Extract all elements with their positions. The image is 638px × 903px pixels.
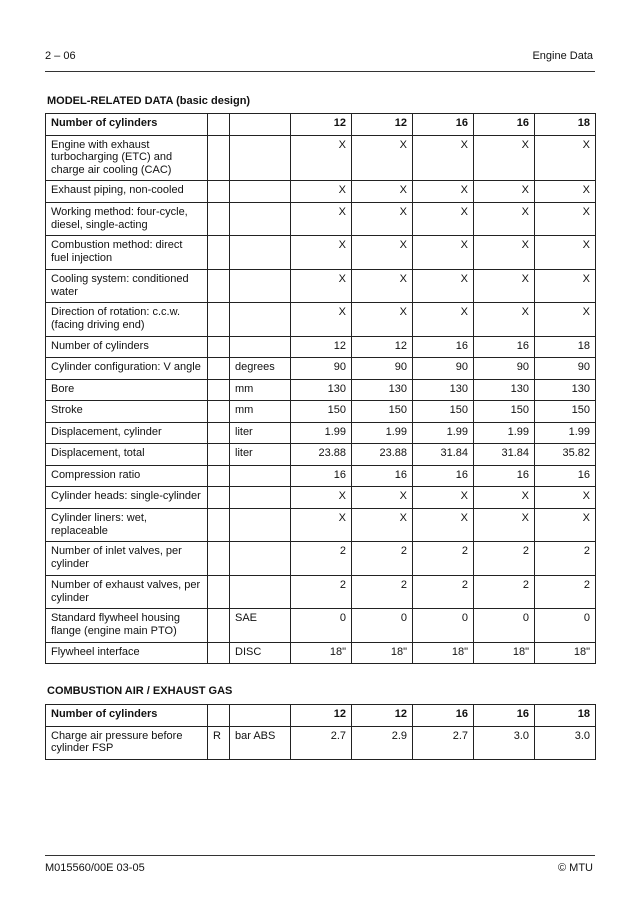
row-value: 16	[291, 465, 352, 487]
row-unit: DISC	[230, 642, 291, 664]
row-label: Displacement, cylinder	[46, 422, 208, 444]
row-ref	[208, 465, 230, 487]
row-ref	[208, 236, 230, 270]
row-value: X	[352, 487, 413, 509]
header-cell: 16	[413, 114, 474, 136]
row-ref	[208, 269, 230, 303]
row-ref	[208, 202, 230, 236]
row-ref	[208, 542, 230, 576]
page-number: 2 – 06	[45, 50, 76, 62]
row-label: Bore	[46, 379, 208, 401]
row-value: 0	[474, 609, 535, 643]
row-ref	[208, 508, 230, 542]
row-unit	[230, 542, 291, 576]
row-value: 1.99	[291, 422, 352, 444]
row-label: Engine with exhaust turbocharging (ETC) and charge air cooling (CAC)	[46, 135, 208, 181]
row-unit: mm	[230, 401, 291, 423]
row-value: X	[352, 135, 413, 181]
row-label: Compression ratio	[46, 465, 208, 487]
table-row	[46, 379, 596, 401]
table-row	[46, 202, 596, 236]
row-value: 2	[413, 542, 474, 576]
row-label: Charge air pressure before cylinder FSP	[46, 726, 208, 760]
table-row	[46, 542, 596, 576]
table-row	[46, 135, 596, 181]
header-cell: 18	[535, 705, 596, 727]
row-ref	[208, 181, 230, 203]
row-value: 1.99	[535, 422, 596, 444]
row-label: Number of inlet valves, per cylinder	[46, 542, 208, 576]
row-label: Cylinder configuration: V angle	[46, 358, 208, 380]
row-value: 150	[291, 401, 352, 423]
row-label: Flywheel interface	[46, 642, 208, 664]
row-value: 31.84	[474, 444, 535, 466]
row-ref	[208, 336, 230, 358]
header-cell: 16	[413, 705, 474, 727]
row-value: 2.7	[413, 726, 474, 760]
row-value: X	[291, 135, 352, 181]
row-value: 2	[291, 575, 352, 609]
row-label: Number of cylinders	[46, 336, 208, 358]
row-unit	[230, 135, 291, 181]
row-unit: SAE	[230, 609, 291, 643]
table-row	[46, 609, 596, 643]
row-value: 2	[535, 575, 596, 609]
table-row	[46, 401, 596, 423]
row-value: X	[352, 181, 413, 203]
row-value: 130	[413, 379, 474, 401]
table-row	[46, 269, 596, 303]
row-unit: bar ABS	[230, 726, 291, 760]
row-value: 2.9	[352, 726, 413, 760]
row-ref	[208, 642, 230, 664]
row-value: X	[352, 269, 413, 303]
row-value: X	[413, 508, 474, 542]
row-label: Number of exhaust valves, per cylinder	[46, 575, 208, 609]
row-unit	[230, 181, 291, 203]
row-value: 1.99	[352, 422, 413, 444]
row-ref	[208, 379, 230, 401]
row-value: X	[291, 202, 352, 236]
row-value: 0	[352, 609, 413, 643]
table-row	[46, 336, 596, 358]
header-cell	[208, 705, 230, 727]
row-value: 31.84	[413, 444, 474, 466]
row-unit: liter	[230, 444, 291, 466]
row-value: X	[474, 181, 535, 203]
row-value: X	[291, 303, 352, 337]
row-value: 90	[352, 358, 413, 380]
row-value: 18"	[474, 642, 535, 664]
table-row	[46, 422, 596, 444]
row-label: Cylinder liners: wet, replaceable	[46, 508, 208, 542]
row-label: Cylinder heads: single-cylinder	[46, 487, 208, 509]
row-label: Working method: four-cycle, diesel, single-acting	[46, 202, 208, 236]
row-value: 0	[535, 609, 596, 643]
row-value: 12	[291, 336, 352, 358]
row-value: 150	[352, 401, 413, 423]
row-value: 130	[291, 379, 352, 401]
row-value: 3.0	[474, 726, 535, 760]
row-unit	[230, 487, 291, 509]
table-row	[46, 642, 596, 664]
row-value: X	[352, 303, 413, 337]
row-value: X	[535, 181, 596, 203]
row-ref	[208, 422, 230, 444]
row-unit	[230, 236, 291, 270]
row-unit	[230, 575, 291, 609]
row-value: 16	[474, 336, 535, 358]
row-value: 18"	[413, 642, 474, 664]
row-value: 0	[291, 609, 352, 643]
row-unit	[230, 202, 291, 236]
section2-title: COMBUSTION AIR / EXHAUST GAS	[47, 685, 233, 697]
row-label: Direction of rotation: c.c.w. (facing driving end)	[46, 303, 208, 337]
model-data-table	[45, 113, 596, 664]
header-title: Engine Data	[532, 50, 593, 62]
row-value: 35.82	[535, 444, 596, 466]
row-value: 130	[474, 379, 535, 401]
copyright: © MTU	[558, 862, 593, 874]
table-row	[46, 358, 596, 380]
row-value: 18	[535, 336, 596, 358]
header-cell	[208, 114, 230, 136]
row-unit: liter	[230, 422, 291, 444]
row-value: X	[413, 236, 474, 270]
row-value: X	[413, 202, 474, 236]
table-row	[46, 726, 596, 760]
row-value: X	[474, 269, 535, 303]
table-row	[46, 487, 596, 509]
row-value: 23.88	[352, 444, 413, 466]
row-value: X	[474, 236, 535, 270]
row-value: 16	[413, 336, 474, 358]
row-value: 1.99	[413, 422, 474, 444]
row-unit: degrees	[230, 358, 291, 380]
row-value: 16	[474, 465, 535, 487]
table-header-row	[46, 114, 596, 136]
row-value: 23.88	[291, 444, 352, 466]
row-label: Combustion method: direct fuel injection	[46, 236, 208, 270]
row-value: X	[535, 508, 596, 542]
row-value: 16	[535, 465, 596, 487]
header-cell	[230, 114, 291, 136]
row-label: Cooling system: conditioned water	[46, 269, 208, 303]
header-cell: 12	[352, 114, 413, 136]
row-value: 150	[535, 401, 596, 423]
footer-rule	[45, 855, 595, 856]
row-ref: R	[208, 726, 230, 760]
row-value: X	[413, 269, 474, 303]
row-value: X	[535, 303, 596, 337]
row-value: X	[474, 303, 535, 337]
header-cell	[230, 705, 291, 727]
row-value: X	[474, 202, 535, 236]
row-value: 150	[474, 401, 535, 423]
row-value: X	[535, 135, 596, 181]
row-value: X	[535, 269, 596, 303]
row-value: X	[535, 236, 596, 270]
header-label: Number of cylinders	[46, 705, 208, 727]
row-value: 2.7	[291, 726, 352, 760]
row-value: 16	[413, 465, 474, 487]
row-value: 2	[535, 542, 596, 576]
row-value: 90	[413, 358, 474, 380]
row-value: X	[474, 135, 535, 181]
row-unit	[230, 336, 291, 358]
table-row	[46, 303, 596, 337]
row-value: 2	[413, 575, 474, 609]
header-cell: 12	[291, 114, 352, 136]
row-value: 150	[413, 401, 474, 423]
row-value: X	[291, 487, 352, 509]
row-value: 2	[352, 575, 413, 609]
row-unit	[230, 269, 291, 303]
row-value: 90	[291, 358, 352, 380]
row-value: X	[291, 508, 352, 542]
row-ref	[208, 444, 230, 466]
row-ref	[208, 609, 230, 643]
table-header-row	[46, 705, 596, 727]
row-value: 16	[352, 465, 413, 487]
row-unit	[230, 465, 291, 487]
row-ref	[208, 135, 230, 181]
row-value: 130	[535, 379, 596, 401]
row-value: 90	[535, 358, 596, 380]
row-value: X	[352, 202, 413, 236]
section1-title: MODEL-RELATED DATA (basic design)	[47, 95, 251, 107]
row-value: 2	[291, 542, 352, 576]
row-value: X	[352, 236, 413, 270]
header-cell: 12	[291, 705, 352, 727]
row-unit	[230, 303, 291, 337]
row-value: X	[413, 181, 474, 203]
row-ref	[208, 487, 230, 509]
table-row	[46, 465, 596, 487]
row-label: Standard flywheel housing flange (engine main PTO)	[46, 609, 208, 643]
row-value: X	[413, 135, 474, 181]
row-ref	[208, 358, 230, 380]
combustion-air-table	[45, 704, 596, 760]
row-value: X	[291, 236, 352, 270]
table-row	[46, 181, 596, 203]
header-cell: 12	[352, 705, 413, 727]
row-value: X	[474, 508, 535, 542]
header-cell: 16	[474, 114, 535, 136]
row-value: 18"	[535, 642, 596, 664]
row-value: 90	[474, 358, 535, 380]
row-value: X	[352, 508, 413, 542]
row-ref	[208, 575, 230, 609]
row-value: 18"	[352, 642, 413, 664]
table-row	[46, 508, 596, 542]
row-value: 2	[474, 542, 535, 576]
row-value: X	[535, 487, 596, 509]
row-value: X	[413, 487, 474, 509]
row-value: X	[291, 269, 352, 303]
row-value: 1.99	[474, 422, 535, 444]
table-row	[46, 575, 596, 609]
row-unit: mm	[230, 379, 291, 401]
table-row	[46, 444, 596, 466]
row-ref	[208, 303, 230, 337]
row-value: X	[535, 202, 596, 236]
row-ref	[208, 401, 230, 423]
doc-number: M015560/00E 03-05	[45, 862, 145, 874]
header-cell: 18	[535, 114, 596, 136]
row-value: 18"	[291, 642, 352, 664]
table-row	[46, 236, 596, 270]
row-value: X	[474, 487, 535, 509]
row-value: 130	[352, 379, 413, 401]
row-value: X	[291, 181, 352, 203]
row-label: Displacement, total	[46, 444, 208, 466]
header-rule	[45, 71, 595, 72]
header-cell: 16	[474, 705, 535, 727]
row-value: 2	[474, 575, 535, 609]
row-unit	[230, 508, 291, 542]
row-label: Stroke	[46, 401, 208, 423]
header-label: Number of cylinders	[46, 114, 208, 136]
row-value: 12	[352, 336, 413, 358]
row-label: Exhaust piping, non-cooled	[46, 181, 208, 203]
row-value: 2	[352, 542, 413, 576]
row-value: 0	[413, 609, 474, 643]
row-value: 3.0	[535, 726, 596, 760]
row-value: X	[413, 303, 474, 337]
